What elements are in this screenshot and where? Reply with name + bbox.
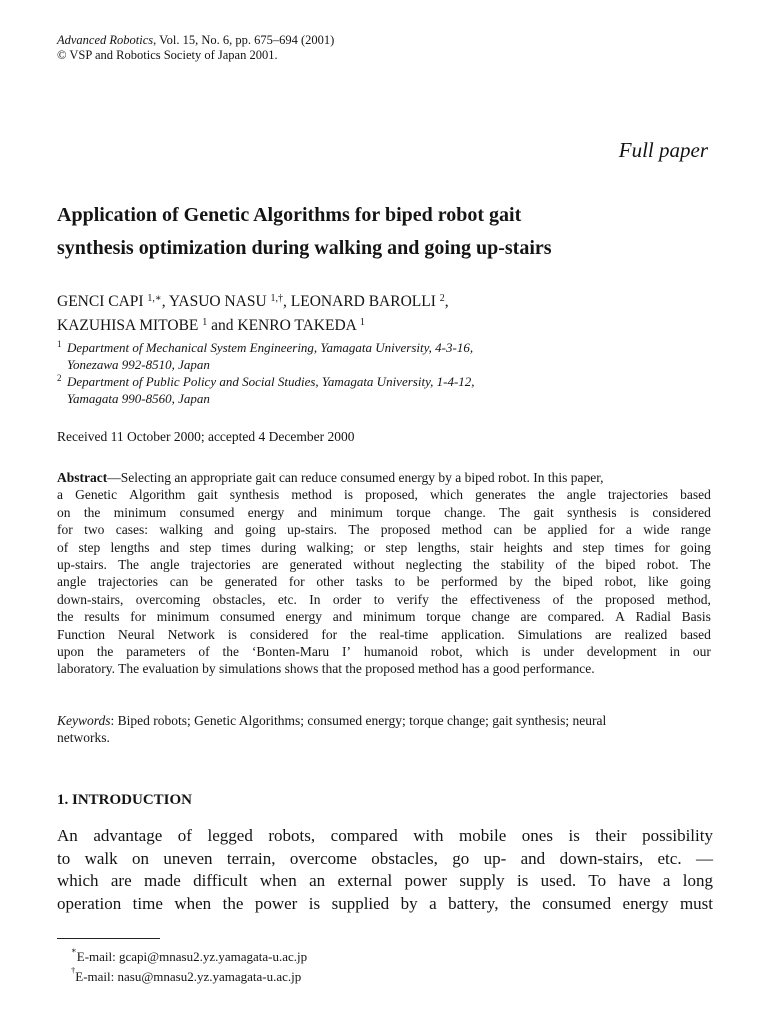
affiliation-number: 1 [57,339,62,349]
abstract-line: up-stairs. The angle trajectories are generated without neglecting the stability of the biped robot. The [57,557,711,573]
abstract-line: of step lengths and step times during walking; or step lengths, stair heights and step times for going [57,539,711,555]
author-affiliation-mark: 1 [202,317,208,328]
author-name: KENRO TAKEDA [237,317,356,334]
footnote-text: E-mail: gcapi@mnasu2.yz.yamagata-u.ac.jp [76,949,308,964]
introduction-text [57,825,713,915]
abstract-line: on the minimum consumed energy and minimum torque change. The gait synthesis is considered [57,504,711,520]
author-affiliation-mark: 1 [359,317,365,328]
abstract-line: for two cases: walking and going up-stairs. The proposed method can be applied for a wide range [57,522,711,538]
author-name: YASUO NASU [168,293,267,310]
author-line: GENCI CAPI $^{1,∗}$, YASUO NASU $^{1,\dagger}$, LEONARD BAROLLI $^2$, [57,293,449,310]
affiliation-item [57,373,475,407]
footnote-mark: ∗ [71,945,77,955]
author-name: GENCI CAPI [57,293,144,310]
title-line: synthesis optimization during walking and going up-stairs [57,237,552,259]
abstract-line: a Genetic Algorithm gait synthesis method is proposed, which generates the angle trajectories based [57,487,711,503]
abstract-line: down-stairs, overcoming obstacles, etc. In order to verify the effectiveness of the proposed method, [57,591,711,607]
footnote [71,945,308,965]
body-line: operation time when the power is supplied by a battery, the consumed energy must [57,893,713,913]
section-heading: 1. INTRODUCTION [57,792,193,808]
keywords-line [57,712,711,729]
author-list [57,290,449,338]
author-line [57,314,449,338]
author-conjunction: and [211,317,234,334]
keywords-line: networks. [57,730,110,746]
affiliation-line: Department of Public Policy and Social Studies, Yamagata University, 1-4-12, [67,374,475,389]
abstract-label: Abstract [57,470,108,485]
affiliation-line: Yonezawa 992-8510, Japan [67,357,210,372]
keywords [57,712,711,747]
affiliations [57,339,475,407]
paper-title [57,199,727,265]
author-affiliation-mark: 1,∗ [147,293,162,304]
affiliation-item [57,339,475,373]
paper-type: Full paper [618,138,708,162]
affiliation-number: 2 [57,373,62,383]
title-line: Application of Genetic Algorithms for biped robot gait [57,204,522,226]
journal-name: Advanced Robotics [57,33,154,47]
author-name: LEONARD BAROLLI [290,293,436,310]
affiliation-line: Yamagata 990-8560, Japan [67,391,210,406]
abstract-line: angle trajectories can be generated for other tasks to be performed by the biped robot, like going [57,574,711,590]
journal-volume: , Vol. 15, No. 6, pp. 675–694 (2001) [153,33,335,47]
received-date: Received 11 October 2000; accepted 4 December 2000 [57,429,355,444]
affiliation-line: Department of Mechanical System Engineering, Yamagata University, 4-3-16, [67,340,474,355]
footnote-rule [57,938,160,939]
footnote-mark: † [71,965,76,975]
abstract-line: upon the parameters of the ‘Bonten-Maru I’ humanoid robot, which is under development in our [57,644,711,660]
author-affiliation-mark: 2 [439,293,445,304]
body-line: which are made difficult when an external power supply is used. To have a long [57,871,713,891]
abstract-line: the results for minimum consumed energy and minimum torque change are compared. A Radial Basis [57,609,711,625]
body-line: to walk on uneven terrain, overcome obstacles, go up- and down-stairs, etc. — [57,848,713,868]
keywords-text: : Biped robots; Genetic Algorithms; consumed energy; torque change; gait synthesis; neural [110,713,607,728]
abstract-line [57,469,711,486]
footnote-text: E-mail: nasu@mnasu2.yz.yamagata-u.ac.jp [75,969,302,984]
keywords-label: Keywords [57,713,111,728]
author-name: KAZUHISA MITOBE [57,317,199,334]
abstract-line: laboratory. The evaluation by simulations shows that the proposed method has a good performance. [57,661,595,677]
abstract-text: —Selecting an appropriate gait can reduce consumed energy by a biped robot. In this paper, [107,470,604,485]
abstract [57,469,711,678]
body-line: An advantage of legged robots, compared with mobile ones is their possibility [57,826,713,845]
abstract-line: Function Neural Network is considered for the real-time application. Simulations are realized based [57,626,711,642]
journal-citation [57,33,334,48]
journal-header [57,33,334,63]
footnote [71,965,302,985]
author-affiliation-mark: 1,† [270,293,284,304]
journal-copyright: © VSP and Robotics Society of Japan 2001. [57,48,278,62]
